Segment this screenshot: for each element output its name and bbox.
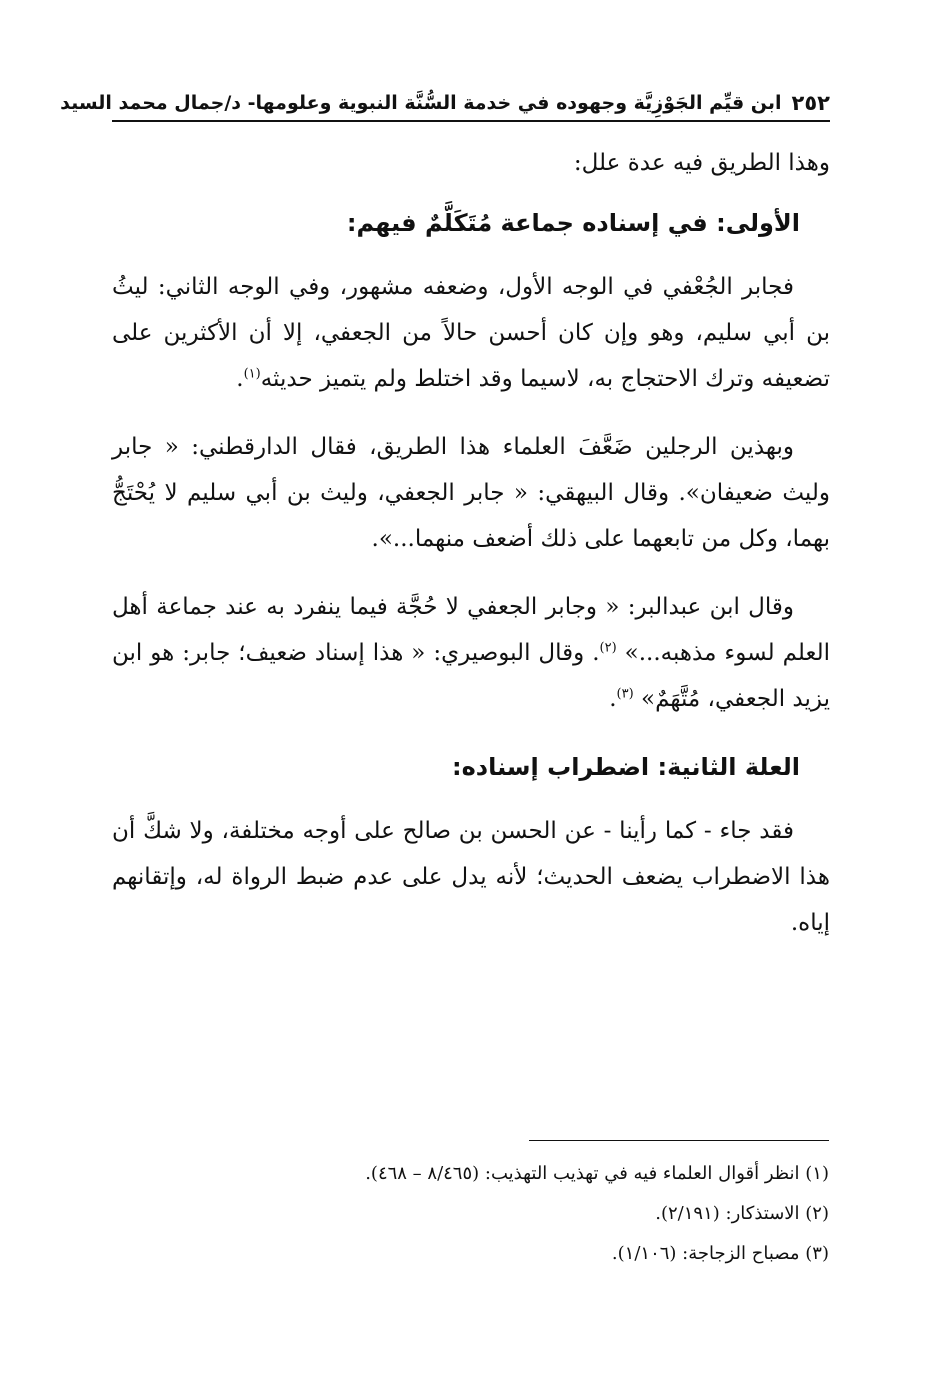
page-number: ٢٥٢ (791, 91, 830, 115)
paragraph-idtirab: فقد جاء - كما رأينا - عن الحسن بن صالح على أوجه مختلفة، ولا شكَّ أن هذا الاضطراب يضعف الحديث؛ لأنه يدل على عدم ضبط الرواة له، وإتقانهم إياه. (112, 818, 830, 936)
footnote-ref-3[interactable]: (٣) (616, 686, 634, 702)
paragraph-ibn-abdulbarr-text-b: . وقال البوصيري: « هذا إسناد ضعيف؛ جابر: هو ابن يزيد الجعفي، مُتَّهَمٌ» (112, 640, 830, 712)
body-text (112, 140, 830, 968)
paragraph-jabir (112, 264, 830, 402)
book-title: ابن قيِّم الجَوْزِيَّة وجهوده في خدمة السُّنَّة النبوية وعلومها- د/جمال محمد السيد (60, 92, 782, 114)
paragraph-jabir-text: فجابر الجُعْفي في الوجه الأول، وضعفه مشهور، وفي الوجه الثاني: ليثُ بن أبي سليم، وهو وإن كان أحسن حالاً من الجعفي، إلا أن الأكثرين على تضعيفه وترك الاحتجاج به، لاسيما وقد اختلط ولم يتميز حديثه (112, 274, 830, 392)
intro-line: وهذا الطريق فيه عدة علل: (573, 150, 830, 176)
paragraph-ibn-abdulbarr (112, 584, 830, 722)
running-header (60, 86, 830, 122)
paragraph-ibn-abdulbarr-text-a: وقال ابن عبدالبر: « وجابر الجعفي لا حُجَّة فيما ينفرد به عند جماعة أهل العلم لسوء مذهبه...» (112, 594, 830, 666)
footnote-ref-2[interactable]: (٢) (599, 640, 617, 656)
footnote-divider (529, 1140, 829, 1141)
footnote-item: (٣) مصباح الزجاجة: (١/١٠٦). (611, 1243, 829, 1264)
footnote-ref-1[interactable]: (١) (243, 366, 261, 382)
paragraph-jabir-end: . (236, 366, 244, 392)
section-heading-first: الأولى: في إسناده جماعة مُتَكَلَّمٌ فيهم: (346, 209, 800, 237)
section-heading-second: العلة الثانية: اضطراب إسناده: (452, 753, 800, 781)
footnotes-list (111, 1154, 829, 1274)
paragraph-daraqutni: وبهذين الرجلين ضَعَّفَ العلماء هذا الطريق، فقال الدارقطني: « جابر وليث ضعيفان». وقال البيهقي: « جابر الجعفي، وليث بن أبي سليم لا يُحْتَجُّ بهما، وكل من تابعهما على ذلك أضعف منهما...». (112, 434, 830, 552)
paragraph-ibn-abdulbarr-end: . (609, 686, 617, 712)
footnote-item: (٢) الاستذكار: (٢/١٩١). (655, 1203, 829, 1224)
footnote-item: (١) انظر أقوال العلماء فيه في تهذيب التهذيب: (٨/٤٦٥ – ٤٦٨). (365, 1163, 829, 1184)
